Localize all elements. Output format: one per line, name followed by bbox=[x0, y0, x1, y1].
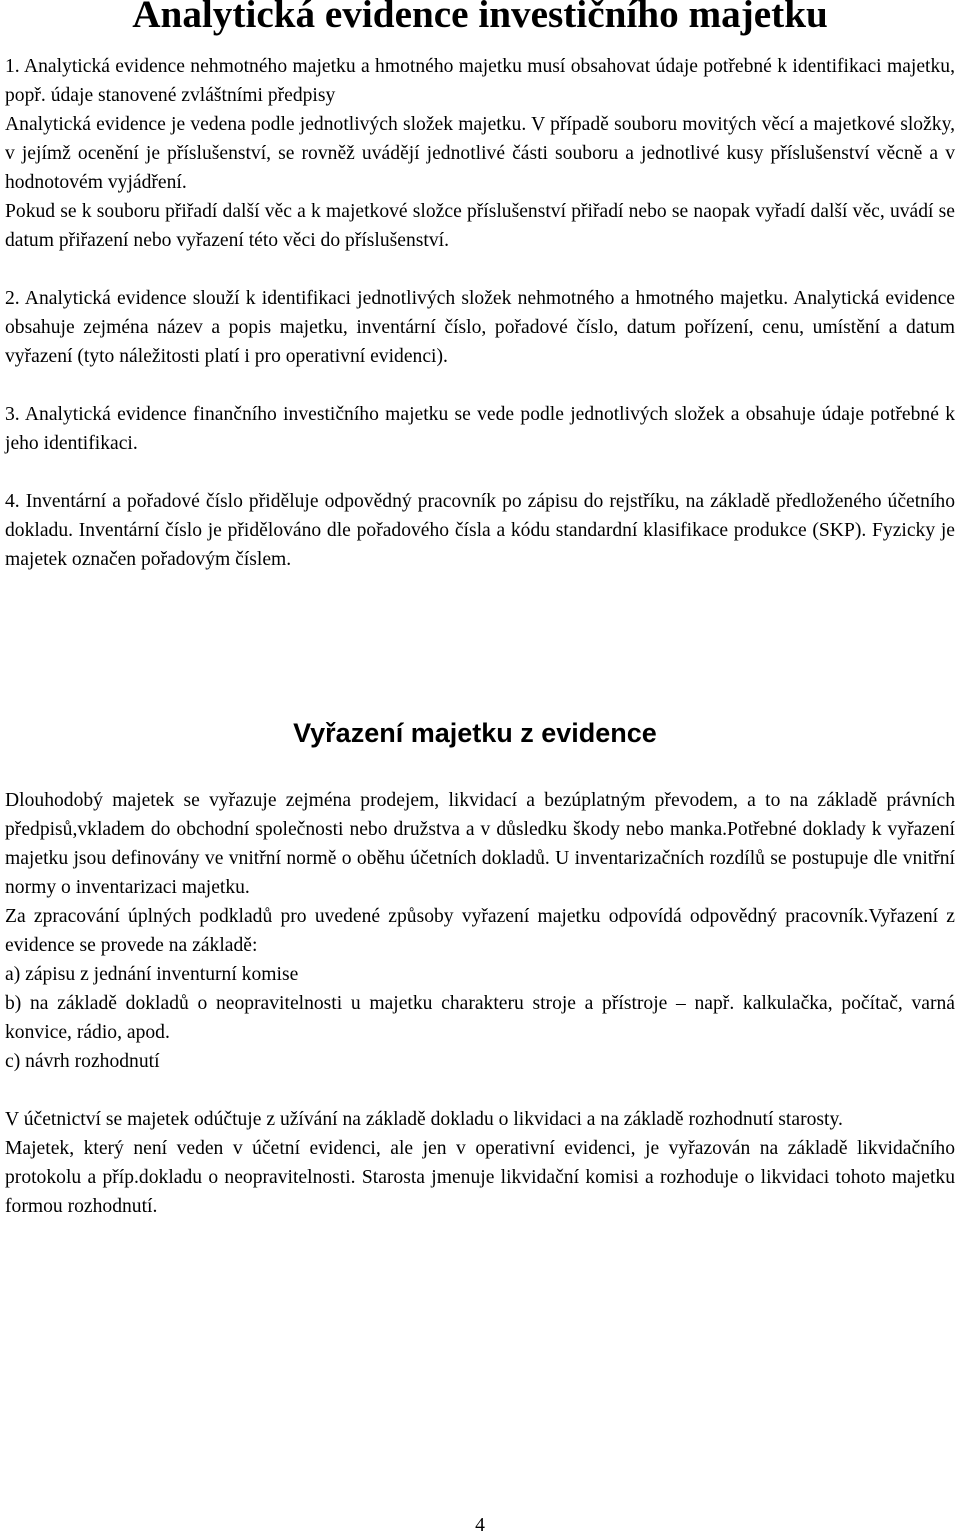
section1-paragraph-1b: Analytická evidence je vedena podle jednotlivých složek majetku. V případě souboru movitých věcí a majetkové složky, v jejímž ocenění je příslušenství, se rovněž uvádějí jednotlivé části souboru a jednotlivé kusy příslušenství věcně a v hodnotovém vyjádření. bbox=[5, 114, 955, 193]
list-item-a: a) zápisu z jednání inventurní komise bbox=[5, 964, 299, 985]
page-number: 4 bbox=[475, 1515, 485, 1536]
section1-paragraph-1: 1. Analytická evidence nehmotného majetku a hmotného majetku musí obsahovat údaje potřebné k identifikaci majetku, popř. údaje stanovené zvláštními předpisy bbox=[5, 56, 955, 106]
section2-body bbox=[5, 786, 955, 1221]
section2-paragraph-1: Dlouhodobý majetek se vyřazuje zejména prodejem, likvidací a bezúplatným převodem, a to na základě právních předpisů,vkladem do obchodní společnosti nebo družstva a v důsledku škody nebo manka.Potřebné doklady k vyřazení majetku jsou definovány ve vnitřní normě o oběhu účetních dokladů. U inventarizačních rozdílů se postupuje dle vnitřní normy o inventarizaci majetku. bbox=[5, 790, 955, 898]
section2-heading: Vyřazení majetku z evidence bbox=[293, 718, 657, 748]
section1-paragraph-4: 4. Inventární a pořadové číslo přiděluje odpovědný pracovník po zápisu do rejstříku, na základě předloženého účetního dokladu. Inventární číslo je přidělováno dle pořadového čísla a kódu standardní klasifikace produkce (SKP). Fyzicky je majetek označen pořadovým číslem. bbox=[5, 491, 955, 570]
document-page bbox=[5, 0, 955, 574]
section2-paragraph-2: Za zpracování úplných podkladů pro uvedené způsoby vyřazení majetku odpovídá odpovědný pracovník.Vyřazení z evidence se provede na základě: bbox=[5, 906, 955, 956]
spacer bbox=[5, 371, 955, 400]
list-item-b: b) na základě dokladů o neopravitelnosti u majetku charakteru stroje a přístroje – např. kalkulačka, počítač, varná konvice, rádio, apod. bbox=[5, 993, 955, 1043]
spacer bbox=[5, 1076, 955, 1105]
document-title: Analytická evidence investičního majetku bbox=[132, 0, 828, 36]
list-item-c: c) návrh rozhodnutí bbox=[5, 1051, 160, 1072]
section1-paragraph-2: 2. Analytická evidence slouží k identifikaci jednotlivých složek nehmotného a hmotného majetku. Analytická evidence obsahuje zejména název a popis majetku, inventární číslo, pořadové číslo, datum pořízení, cenu, umístění a datum vyřazení (tyto náležitosti platí i pro operativní evidenci). bbox=[5, 288, 955, 367]
section1-paragraph-3: 3. Analytická evidence finančního investičního majetku se vede podle jednotlivých složek a obsahuje údaje potřebné k jeho identifikaci. bbox=[5, 404, 955, 454]
spacer bbox=[5, 255, 955, 284]
section2-paragraph-3: V účetnictví se majetek odúčtuje z užívání na základě dokladu o likvidaci a na základě rozhodnutí starosty. bbox=[5, 1109, 843, 1130]
section1-paragraph-1c: Pokud se k souboru přiřadí další věc a k majetkové složce příslušenství přiřadí nebo se naopak vyřadí další věc, uvádí se datum přiřazení nebo vyřazení této věci do příslušenství. bbox=[5, 201, 955, 251]
spacer bbox=[5, 458, 955, 487]
section2-paragraph-4: Majetek, který není veden v účetní evidenci, ale jen v operativní evidenci, je vyřazován na základě likvidačního protokolu a příp.dokladu o neopravitelnosti. Starosta jmenuje likvidační komisi a rozhoduje o likvidaci tohoto majetku formou rozhodnutí. bbox=[5, 1138, 955, 1217]
